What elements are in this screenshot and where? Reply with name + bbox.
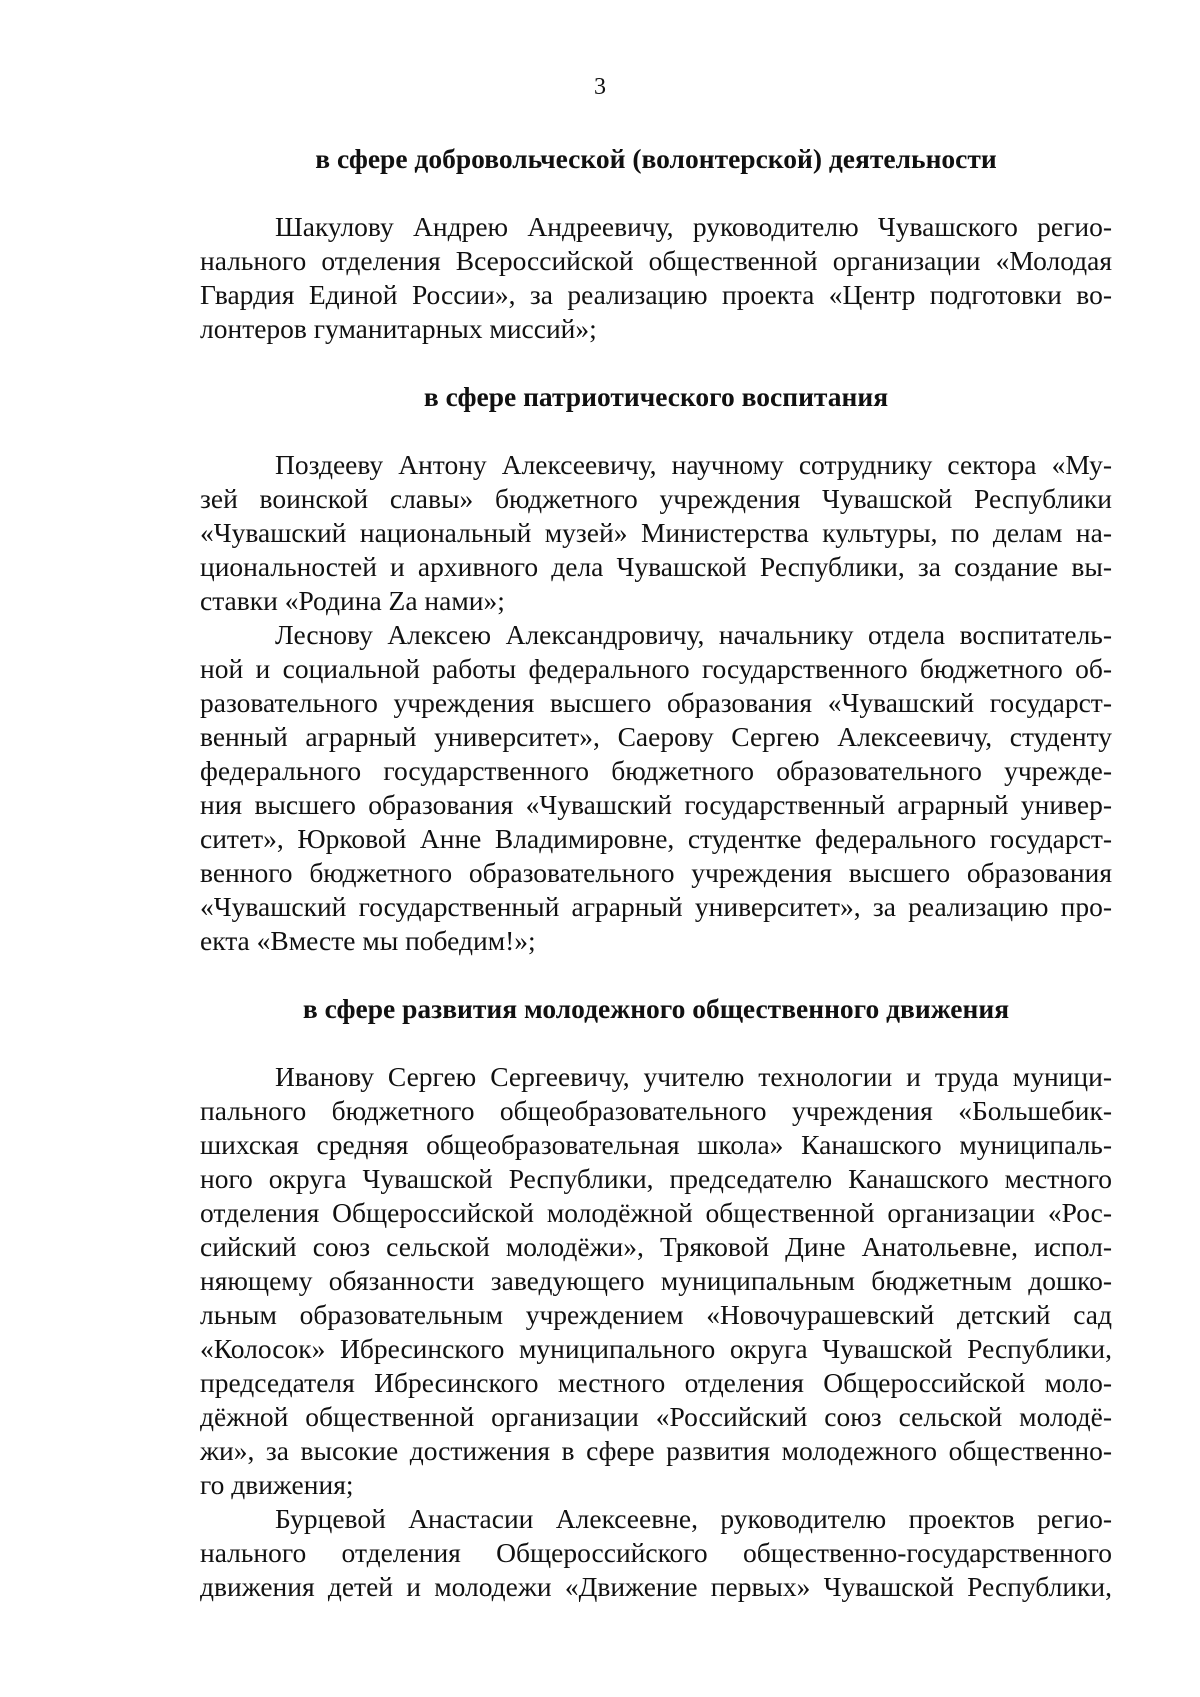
paragraph	[200, 448, 1112, 618]
paragraph-line: лонтеров гуманитарных миссий»;	[200, 313, 597, 344]
paragraph-line: «Чувашский государственный аграрный университет», за реализацию про-	[200, 891, 1112, 922]
paragraph-line: Леснову Алексею Александровичу, начальнику отдела воспитатель-	[275, 619, 1112, 650]
paragraph-line: нального отделения Всероссийской общественной организации «Молодая	[200, 245, 1112, 276]
section-heading-patriotic: в сфере патриотического воспитания	[423, 381, 889, 412]
paragraph-line: шихская средняя общеобразовательная школа» Канашского муниципаль-	[200, 1129, 1112, 1160]
paragraph	[200, 1502, 1112, 1604]
paragraph-line: ситет», Юрковой Анне Владимировне, студентке федерального государст-	[200, 823, 1112, 854]
paragraph	[200, 618, 1112, 958]
paragraph-line: ного округа Чувашской Республики, председателю Канашского местного	[200, 1163, 1112, 1194]
paragraph-line: ной и социальной работы федерального государственного бюджетного об-	[200, 653, 1112, 684]
paragraph-line: циональностей и архивного дела Чувашской Республики, за создание вы-	[200, 551, 1112, 582]
paragraph-line: «Чувашский национальный музей» Министерства культуры, по делам на-	[200, 517, 1112, 548]
paragraph	[200, 1060, 1112, 1502]
paragraph-line: зей воинской славы» бюджетного учреждения Чувашской Республики	[200, 483, 1112, 514]
paragraph-line: Шакулову Андрею Андреевичу, руководителю Чувашского регио-	[275, 211, 1112, 242]
paragraph-line: венного бюджетного образовательного учреждения высшего образования	[200, 857, 1112, 888]
section-heading-youth-movement: в сфере развития молодежного общественного движения	[302, 993, 1010, 1024]
paragraph-line: движения детей и молодежи «Движение первых» Чувашской Республики,	[200, 1571, 1112, 1602]
paragraph-line: пального бюджетного общеобразовательного учреждения «Большебик-	[200, 1095, 1112, 1126]
paragraph	[200, 210, 1112, 346]
paragraph-line: председателя Ибресинского местного отделения Общероссийской моло-	[200, 1367, 1112, 1398]
paragraph-line: разовательного учреждения высшего образования «Чувашский государст-	[200, 687, 1112, 718]
paragraph-line: дёжной общественной организации «Российский союз сельской молодё-	[200, 1401, 1112, 1432]
section-heading-volunteer: в сфере добровольческой (волонтерской) деятельности	[315, 143, 997, 174]
paragraph-line: льным образовательным учреждением «Новочурашевский детский сад	[200, 1299, 1112, 1330]
paragraph-line: Бурцевой Анастасии Алексеевне, руководителю проектов регио-	[275, 1503, 1112, 1534]
page-number: 3	[594, 74, 606, 100]
paragraph-line: ния высшего образования «Чувашский государственный аграрный универ-	[200, 789, 1112, 820]
paragraph-line: ставки «Родина Zа нами»;	[200, 585, 505, 616]
paragraph-line: венный аграрный университет», Саерову Сергею Алексеевичу, студенту	[200, 721, 1112, 752]
paragraph-line: няющему обязанности заведующего муниципальным бюджетным дошко-	[200, 1265, 1112, 1296]
paragraph-line: жи», за высокие достижения в сфере развития молодежного общественно-	[200, 1435, 1112, 1466]
paragraph-line: Гвардия Единой России», за реализацию проекта «Центр подготовки во-	[200, 279, 1112, 310]
paragraph-line: «Колосок» Ибресинского муниципального округа Чувашской Республики,	[200, 1333, 1112, 1364]
paragraph-line: сийский союз сельской молодёжи», Тряковой Дине Анатольевне, испол-	[200, 1231, 1112, 1262]
paragraph-line: екта «Вместе мы победим!»;	[200, 925, 536, 956]
paragraph-line: федерального государственного бюджетного образовательного учрежде-	[200, 755, 1112, 786]
paragraph-line: го движения;	[200, 1469, 354, 1500]
paragraph-line: Иванову Сергею Сергеевичу, учителю технологии и труда муници-	[275, 1061, 1112, 1092]
paragraph-line: отделения Общероссийской молодёжной общественной организации «Рос-	[200, 1197, 1112, 1228]
paragraph-line: нального отделения Общероссийского общественно-государственного	[200, 1537, 1112, 1568]
paragraph-line: Поздееву Антону Алексеевичу, научному сотруднику сектора «Му-	[275, 449, 1112, 480]
document-body	[200, 142, 1112, 1604]
